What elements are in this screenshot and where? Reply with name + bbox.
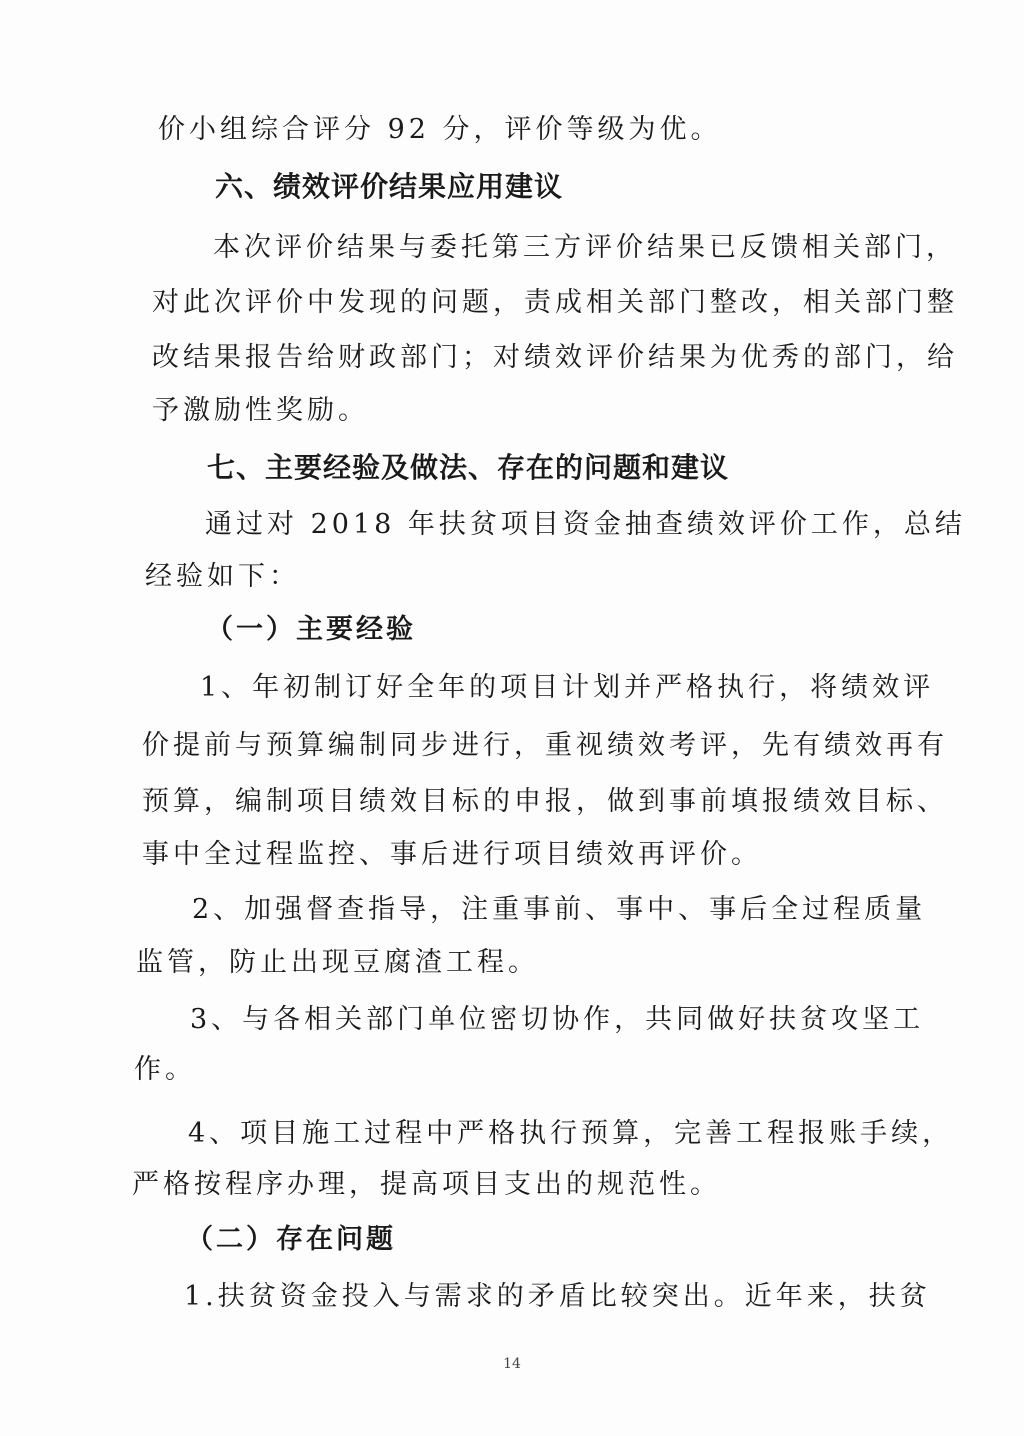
body-line: 作。 bbox=[134, 1054, 196, 1085]
body-line: 3、与各相关部门单位密切协作，共同做好扶贫攻坚工 bbox=[190, 1004, 925, 1035]
body-line: 本次评价结果与委托第三方评价结果已反馈相关部门， bbox=[213, 232, 957, 263]
body-line: 价提前与预算编制同步进行，重视绩效考评，先有绩效再有 bbox=[142, 730, 948, 761]
body-line: 1、年初制订好全年的项目计划并严格执行，将绩效评 bbox=[200, 672, 935, 703]
body-line: 改结果报告给财政部门；对绩效评价结果为优秀的部门，给 bbox=[152, 342, 958, 373]
subsection-heading-one: （一）主要经验 bbox=[206, 614, 416, 645]
body-line: 事中全过程监控、事后进行项目绩效再评价。 bbox=[142, 839, 762, 870]
body-line: 预算，编制项目绩效目标的申报，做到事前填报绩效目标、 bbox=[142, 786, 948, 817]
section-heading-seven: 七、主要经验及做法、存在的问题和建议 bbox=[207, 451, 730, 484]
section-heading-six: 六、绩效评价结果应用建议 bbox=[215, 170, 564, 203]
body-line: 价小组综合评分 92 分，评价等级为优。 bbox=[158, 114, 722, 145]
body-line: 对此次评价中发现的问题，责成相关部门整改，相关部门整 bbox=[152, 287, 958, 318]
body-line: 4、项目施工过程中严格执行预算，完善工程报账手续， bbox=[188, 1118, 954, 1149]
body-line: 1.扶贫资金投入与需求的矛盾比较突出。近年来，扶贫 bbox=[184, 1281, 931, 1312]
body-line: 严格按程序办理，提高项目支出的规范性。 bbox=[132, 1169, 721, 1200]
page-number: 14 bbox=[503, 1356, 521, 1372]
body-line: 通过对 2018 年扶贫项目资金抽查绩效评价工作，总结 bbox=[205, 509, 966, 540]
body-line: 监管，防止出现豆腐渣工程。 bbox=[136, 947, 539, 978]
body-line: 2、加强督查指导，注重事前、事中、事后全过程质量 bbox=[192, 894, 927, 925]
subsection-heading-two: （二）存在问题 bbox=[186, 1224, 396, 1255]
body-line: 予激励性奖励。 bbox=[152, 395, 369, 426]
body-line: 经验如下： bbox=[145, 561, 300, 592]
